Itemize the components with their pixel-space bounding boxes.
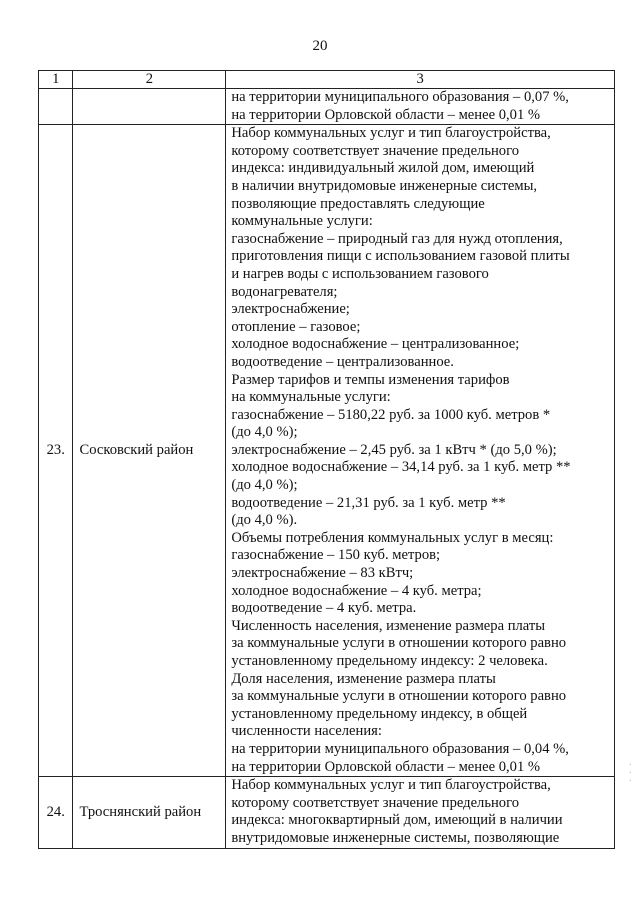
- text-line: Набор коммунальных услуг и тип благоустройства,: [231, 777, 551, 794]
- text-line: на территории муниципального образования – 0,04 %,: [231, 740, 569, 757]
- continuation-text-cell: [226, 89, 615, 125]
- text-line: холодное водоснабжение – 4 куб. метра;: [231, 582, 482, 599]
- text-line: отопление – газовое;: [231, 318, 361, 335]
- text-line: на территории Орловской области – менее 0,01 %: [231, 758, 541, 775]
- text-line: в наличии внутридомовые инженерные системы,: [231, 177, 538, 194]
- row-number: 23.: [39, 125, 73, 777]
- text-line: (до 4,0 %).: [231, 512, 298, 529]
- page-number: 20: [312, 38, 328, 54]
- table-row-24: [39, 777, 615, 848]
- text-line: которому соответствует значение предельного: [231, 794, 520, 811]
- text-line: электроснабжение – 2,45 руб. за 1 кВтч * (до 5,0 %);: [231, 441, 557, 458]
- text-line: за коммунальные услуги в отношении которого равно: [231, 688, 567, 705]
- header-col-3: 3: [226, 71, 615, 89]
- text-line: водоотведение – 4 куб. метра.: [231, 600, 417, 617]
- text-line: позволяющие предоставлять следующие: [231, 195, 485, 212]
- district-name: Троснянский район: [73, 777, 226, 848]
- text-line: Доля населения, изменение размера платы: [231, 670, 496, 687]
- table-header-row: [39, 71, 615, 89]
- text-line: приготовления пищи с использованием газовой плиты: [231, 248, 570, 265]
- text-line: численности населения:: [231, 723, 382, 740]
- row-number: 24.: [39, 777, 73, 848]
- text-line: индекса: многоквартирный дом, имеющий в наличии: [231, 812, 563, 829]
- table-row-continuation: [39, 89, 615, 125]
- text-line: (до 4,0 %);: [231, 477, 298, 494]
- row-23-text-cell: [226, 125, 615, 777]
- text-line: водоотведение – 21,31 руб. за 1 куб. метр **: [231, 494, 506, 511]
- text-line: Численность населения, изменение размера платы: [231, 617, 546, 634]
- tariff-table: [38, 70, 615, 849]
- text-line: Размер тарифов и темпы изменения тарифов: [231, 371, 510, 388]
- continuation-num-cell: [39, 89, 73, 125]
- text-line: водонагревателя;: [231, 283, 338, 300]
- text-line: газоснабжение – 5180,22 руб. за 1000 куб. метров *: [231, 406, 551, 423]
- text-line: холодное водоснабжение – централизованное;: [231, 336, 520, 353]
- text-line: установленному предельному индексу, в общей: [231, 705, 528, 722]
- row-24-text-cell: [226, 777, 615, 848]
- text-line: установленному предельному индексу: 2 человека.: [231, 653, 548, 669]
- text-line: газоснабжение – природный газ для нужд отопления,: [231, 230, 563, 247]
- text-line: водоотведение – централизованное.: [231, 353, 454, 370]
- text-line: (до 4,0 %);: [231, 424, 298, 441]
- text-line: Набор коммунальных услуг и тип благоустройства,: [231, 125, 551, 142]
- text-line: электроснабжение – 83 кВтч;: [231, 565, 414, 582]
- text-line: холодное водоснабжение – 34,14 руб. за 1 куб. метр **: [231, 459, 571, 476]
- text-line: и нагрев воды с использованием газового: [231, 265, 489, 282]
- text-line: газоснабжение – 150 куб. метров;: [231, 547, 441, 564]
- scan-specks: · · ·: [628, 760, 632, 787]
- text-line: на территории муниципального образования – 0,07 %,: [231, 89, 569, 105]
- text-line: индекса: индивидуальный жилой дом, имеющий: [231, 160, 535, 177]
- text-line: Объемы потребления коммунальных услуг в месяц:: [231, 529, 554, 546]
- text-line: за коммунальные услуги в отношении которого равно: [231, 635, 567, 652]
- header-col-1: 1: [39, 71, 73, 89]
- text-line: на коммунальные услуги:: [231, 389, 391, 406]
- header-col-2: 2: [73, 71, 226, 89]
- continuation-district-cell: [73, 89, 226, 125]
- text-line: коммунальные услуги:: [231, 213, 373, 230]
- table-row-23: [39, 125, 615, 777]
- text-line: которому соответствует значение предельного: [231, 142, 520, 159]
- text-line: внутридомовые инженерные системы, позволяющие: [231, 829, 560, 846]
- text-line: на территории Орловской области – менее 0,01 %: [231, 106, 541, 123]
- text-line: электроснабжение;: [231, 301, 350, 318]
- district-name: Сосковский район: [73, 125, 226, 777]
